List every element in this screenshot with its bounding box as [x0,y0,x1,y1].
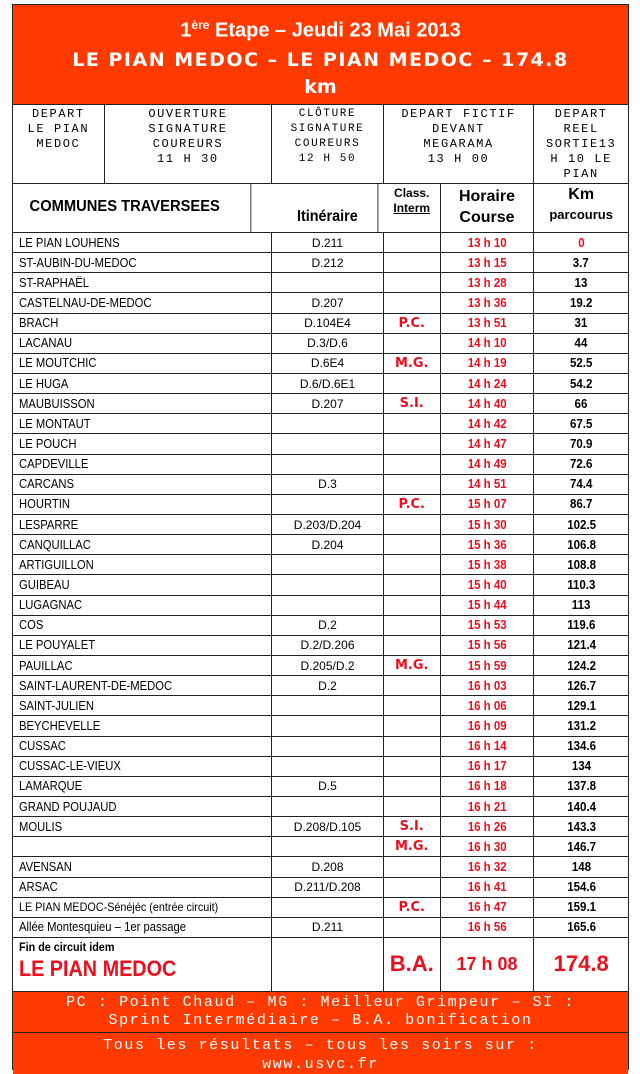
finish-row [13,938,628,992]
depart-col-2: OUVERTURE SIGNATURE COUREURS 11 H 30 [105,105,272,183]
itineraire-cell [272,414,384,433]
horaire-cell: 14 h 47 [441,434,535,453]
commune-cell: ARTIGUILLON [13,555,272,574]
table-row [13,616,628,636]
class-cell: M.G. [384,656,441,675]
itineraire-cell [272,716,384,735]
itineraire-cell: D.211/D.208 [272,878,384,897]
class-cell [384,253,441,272]
header-class: Class. Interm [384,184,441,232]
class-cell [384,636,441,655]
km-cell: 0 [577,235,585,250]
km-cell: 3.7 [573,255,590,270]
finish-km: 174.8 [553,951,609,977]
horaire-cell: 14 h 49 [441,455,535,474]
itineraire-cell: D.3 [272,475,384,494]
table-row [13,515,628,535]
stage-date: 1ère Etape – Jeudi 23 Mai 2013 [180,18,461,42]
km-cell: 134.6 [566,739,596,754]
footer-legend: PC : Point Chaud – MG : Meilleur Grimpeur – SI : Sprint Intermédiaire – B.A. bonification [13,994,628,1033]
horaire-cell: 16 h 30 [441,837,535,856]
horaire-cell: 16 h 32 [441,857,535,876]
table-row [13,273,628,293]
table-row [13,455,628,475]
table-row [13,898,628,918]
commune-cell: LE MOUTCHIC [13,354,272,373]
km-cell: 165.6 [566,920,596,935]
class-cell [384,797,441,816]
km-cell: 86.7 [569,497,593,512]
class-cell: M.G. [384,837,441,856]
km-cell: 110.3 [567,577,596,592]
commune-cell: ARSAC [13,878,272,897]
horaire-cell: 13 h 15 [441,253,535,272]
horaire-cell: 15 h 30 [441,515,535,534]
horaire-cell: 16 h 21 [441,797,535,816]
class-cell [384,374,441,393]
table-row [13,374,628,394]
class-cell [384,696,441,715]
class-cell [384,737,441,756]
table-row [13,475,628,495]
horaire-cell: 15 h 53 [441,616,535,635]
table-row [13,817,628,837]
itineraire-cell: D.6/D.6E1 [272,374,384,393]
table-row [13,918,628,938]
km-cell: 70.9 [569,436,593,451]
itineraire-cell: D.207 [272,394,384,413]
km-cell: 74.4 [569,477,593,492]
class-cell [384,293,441,312]
table-header [13,184,628,233]
itineraire-cell: D.104E4 [272,314,384,333]
itineraire-cell [272,837,384,856]
table-row [13,878,628,898]
commune-cell: ST-RAPHAËL [13,273,272,292]
horaire-cell: 16 h 26 [441,817,535,836]
km-cell: 154.6 [566,880,596,895]
km-cell: 72.6 [569,457,593,472]
km-cell: 124.2 [566,658,596,673]
finish-commune: Fin de circuit idem LE PIAN MEDOC [13,938,272,991]
km-cell: 13 [574,275,588,290]
km-cell: 19.2 [569,295,593,310]
commune-cell: LE MONTAUT [13,414,272,433]
commune-cell: MAUBUISSON [13,394,272,413]
commune-cell: LE POUYALET [13,636,272,655]
horaire-cell: 14 h 42 [441,414,535,433]
class-cell [384,475,441,494]
commune-cell: LACANAU [13,334,272,353]
itineraire-cell [272,696,384,715]
commune-cell: MOULIS [13,817,272,836]
km-cell: 54.2 [569,376,593,391]
itineraire-cell: D.211 [272,233,384,252]
km-cell: 148 [571,859,591,874]
itineraire-cell [272,273,384,292]
class-cell: P.C. [384,314,441,333]
finish-class: B.A. [384,938,441,991]
commune-cell: BEYCHEVELLE [13,716,272,735]
class-cell [384,777,441,796]
commune-cell: GRAND POUJAUD [13,797,272,816]
horaire-cell: 14 h 24 [441,374,535,393]
itineraire-cell: D.205/D.2 [272,656,384,675]
class-cell: P.C. [384,898,441,917]
class-cell [384,414,441,433]
km-cell: 106.8 [566,537,596,552]
class-cell [384,434,441,453]
commune-cell: SAINT-JULIEN [13,696,272,715]
class-cell [384,757,441,776]
commune-cell: CARCANS [13,475,272,494]
depart-col-4: DEPART FICTIF DEVANT MEGARAMA 13 H 00 [384,105,535,183]
commune-cell: CUSSAC [13,737,272,756]
km-cell: 52.5 [569,356,593,371]
stage-banner [13,5,628,105]
horaire-cell: 16 h 56 [441,918,535,937]
table-row [13,334,628,354]
km-cell: 126.7 [566,678,596,693]
commune-cell: Allée Montesquieu – 1er passage [13,918,272,937]
horaire-cell: 13 h 10 [441,233,535,252]
table-row [13,354,628,374]
class-cell [384,596,441,615]
departure-info [13,105,628,184]
commune-cell: LE PIAN MEDOC-Sénéjéc (entrée circuit) [13,898,272,917]
header-km: Km parcourus [549,186,613,222]
itineraire-cell: D.208 [272,857,384,876]
class-cell [384,616,441,635]
table-row [13,233,628,253]
depart-col-1: DEPART LE PIAN MEDOC [13,105,105,183]
horaire-cell: 15 h 36 [441,535,535,554]
class-cell [384,575,441,594]
table-row [13,434,628,454]
itinerary-table [13,233,628,938]
commune-cell: LE HUGA [13,374,272,393]
class-cell [384,334,441,353]
table-row [13,857,628,877]
horaire-cell: 16 h 03 [441,676,535,695]
horaire-cell: 14 h 40 [441,394,535,413]
class-cell: P.C. [384,495,441,514]
class-cell [384,233,441,252]
commune-cell: LE POUCH [13,434,272,453]
itineraire-cell: D.212 [272,253,384,272]
table-row [13,555,628,575]
class-cell: S.I. [384,394,441,413]
horaire-cell: 13 h 36 [441,293,535,312]
footer-website-link[interactable]: www.usvc.fr [262,1055,379,1073]
horaire-cell: 16 h 14 [441,737,535,756]
table-row [13,636,628,656]
itineraire-cell [272,596,384,615]
km-cell: 159.1 [566,900,596,915]
commune-cell: LESPARRE [13,515,272,534]
commune-cell: ST-AUBIN-DU-MEDOC [13,253,272,272]
class-cell [384,455,441,474]
stage-route: LE PIAN MEDOC – LE PIAN MEDOC – 174.8 [72,48,569,71]
km-cell: 44 [574,336,588,351]
horaire-cell: 13 h 51 [441,314,535,333]
commune-cell: CAPDEVILLE [13,455,272,474]
class-cell [384,273,441,292]
header-horaire: Horaire Course [441,184,535,232]
itineraire-cell: D.211 [272,918,384,937]
stage-unit: km [304,75,337,98]
table-row [13,676,628,696]
header-communes: COMMUNES TRAVERSEES [13,184,251,232]
itineraire-cell [272,495,384,514]
itineraire-cell: D.207 [272,293,384,312]
itineraire-cell: D.204 [272,535,384,554]
itineraire-cell: D.208/D.105 [272,817,384,836]
commune-cell: CASTELNAU-DE-MEDOC [13,293,272,312]
itineraire-cell [272,898,384,917]
horaire-cell: 15 h 56 [441,636,535,655]
commune-cell: AVENSAN [13,857,272,876]
commune-cell: LAMARQUE [13,777,272,796]
table-row [13,535,628,555]
footer [13,992,628,1074]
table-row [13,757,628,777]
class-cell [384,555,441,574]
stage-sheet [12,4,629,1073]
table-row [13,716,628,736]
commune-cell: HOURTIN [13,495,272,514]
itineraire-cell [272,757,384,776]
itineraire-cell: D.3/D.6 [272,334,384,353]
commune-cell: BRACH [13,314,272,333]
horaire-cell: 13 h 28 [441,273,535,292]
horaire-cell: 14 h 51 [441,475,535,494]
km-cell: 113 [571,598,591,613]
table-row [13,797,628,817]
itineraire-cell: D.2/D.206 [272,636,384,655]
footer-results: Tous les résultats – tous les soirs sur : www.usvc.fr [13,1033,628,1074]
itineraire-cell [272,555,384,574]
table-row [13,737,628,757]
depart-col-5: DEPART REEL SORTIE13 H 10 LE PIAN [545,107,617,181]
commune-cell: GUIBEAU [13,575,272,594]
horaire-cell: 15 h 07 [441,495,535,514]
class-cell [384,857,441,876]
itineraire-cell [272,797,384,816]
class-cell: S.I. [384,817,441,836]
itineraire-cell: D.6E4 [272,354,384,373]
horaire-cell: 16 h 17 [441,757,535,776]
km-cell: 102.5 [566,517,596,532]
table-row [13,253,628,273]
table-row [13,495,628,515]
itineraire-cell: D.2 [272,676,384,695]
header-itineraire: Itinéraire [278,184,378,232]
km-cell: 143.3 [566,819,596,834]
class-cell [384,918,441,937]
itineraire-cell [272,434,384,453]
itineraire-cell: D.203/D.204 [272,515,384,534]
table-row [13,575,628,595]
itineraire-cell [272,737,384,756]
km-cell: 121.4 [566,638,596,653]
horaire-cell: 16 h 47 [441,898,535,917]
table-row [13,293,628,313]
horaire-cell: 15 h 59 [441,656,535,675]
itineraire-cell: D.5 [272,777,384,796]
class-cell [384,535,441,554]
km-cell: 134 [571,759,591,774]
table-row [13,696,628,716]
commune-cell [13,837,272,856]
class-cell [384,716,441,735]
commune-cell: CUSSAC-LE-VIEUX [13,757,272,776]
table-row [13,394,628,414]
class-cell [384,676,441,695]
finish-itin [272,938,384,991]
commune-cell: LUGAGNAC [13,596,272,615]
horaire-cell: 14 h 10 [441,334,535,353]
commune-cell: SAINT-LAURENT-DE-MEDOC [13,676,272,695]
class-cell: M.G. [384,354,441,373]
km-cell: 66 [574,396,588,411]
finish-horaire: 17 h 08 [441,938,535,991]
horaire-cell: 15 h 44 [441,596,535,615]
itineraire-cell [272,575,384,594]
km-cell: 140.4 [566,799,596,814]
horaire-cell: 15 h 38 [441,555,535,574]
table-row [13,596,628,616]
commune-cell: PAUILLAC [13,656,272,675]
itineraire-cell [272,455,384,474]
horaire-cell: 15 h 40 [441,575,535,594]
horaire-cell: 16 h 18 [441,777,535,796]
horaire-cell: 16 h 41 [441,878,535,897]
table-row [13,777,628,797]
commune-cell: COS [13,616,272,635]
horaire-cell: 16 h 06 [441,696,535,715]
km-cell: 108.8 [566,557,596,572]
km-cell: 31 [574,316,588,331]
km-cell: 67.5 [569,416,593,431]
horaire-cell: 16 h 09 [441,716,535,735]
table-row [13,414,628,434]
km-cell: 137.8 [566,779,596,794]
commune-cell: LE PIAN LOUHENS [13,233,272,252]
km-cell: 146.7 [566,839,596,854]
table-row [13,656,628,676]
horaire-cell: 14 h 19 [441,354,535,373]
class-cell [384,878,441,897]
km-cell: 119.6 [567,618,596,633]
km-cell: 129.1 [566,698,596,713]
class-cell [384,515,441,534]
itineraire-cell: D.2 [272,616,384,635]
commune-cell: CANQUILLAC [13,535,272,554]
table-row [13,314,628,334]
km-cell: 131.2 [566,718,596,733]
table-row [13,837,628,857]
depart-col-3: CLÔTURE SIGNATURE COUREURS 12 H 50 [272,105,384,183]
